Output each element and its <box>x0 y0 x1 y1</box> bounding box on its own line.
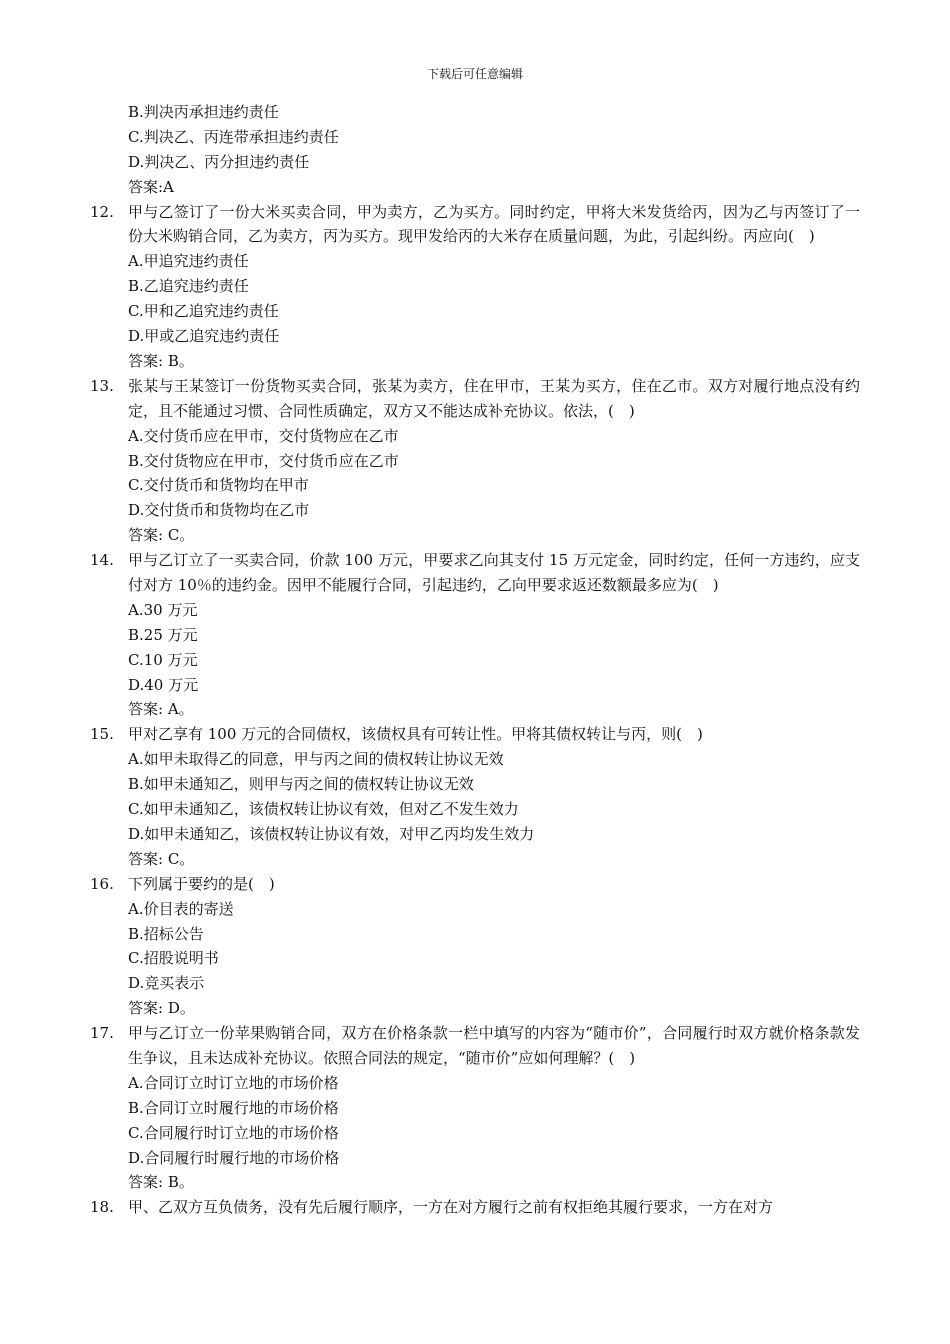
page-header: 下载后可任意编辑 <box>426 67 523 81</box>
question-number: 13. <box>90 376 114 395</box>
answer-line: 答案:A <box>128 177 174 196</box>
option-line: C.10 万元 <box>128 650 198 669</box>
answer-line: 答案: B。 <box>128 351 194 370</box>
question-number: 17. <box>90 1024 114 1043</box>
option-line: B.乙追究违约责任 <box>128 277 249 296</box>
question-number: 14. <box>90 551 114 570</box>
option-line: B.如甲未通知乙，则甲与丙之间的债权转让协议无效 <box>128 775 474 794</box>
answer-line: 答案: D。 <box>128 999 195 1018</box>
option-line: D.40 万元 <box>128 675 199 694</box>
question-text: 甲与乙签订了一份大米买卖合同，甲为卖方，乙为买方。同时约定，甲将大米发货给丙，因为乙与丙签订了一份大米购销合同，乙为卖方，丙为买方。现甲发给丙的大米存在质量问题，为此，引起纠纷。丙应向( ) <box>128 202 860 246</box>
option-line: C.甲和乙追究违约责任 <box>128 302 279 321</box>
question-13 <box>90 374 860 548</box>
question-number: 16. <box>90 874 114 893</box>
option-line: B.25 万元 <box>128 625 198 644</box>
question-text: 甲对乙享有 100 万元的合同债权，该债权具有可转让性。甲将其债权转让与丙，则( ) <box>128 725 703 744</box>
option-line: C.招股说明书 <box>128 949 219 968</box>
answer-line: 答案: A。 <box>128 700 194 719</box>
option-line: B.招标公告 <box>128 924 204 943</box>
question-stem <box>90 722 860 747</box>
option-line: B.判决丙承担违约责任 <box>128 103 279 121</box>
answer-line: 答案: B。 <box>128 1173 194 1192</box>
question-stem <box>90 1021 860 1071</box>
option-line: C.合同履行时订立地的市场价格 <box>128 1123 339 1142</box>
question-12 <box>90 200 860 374</box>
question-stem <box>90 1195 860 1220</box>
question-text: 张某与王某签订一份货物买卖合同，张某为卖方，住在甲市，王某为买方，住在乙市。双方对履行地点没有约定，且不能通过习惯、合同性质确定，双方又不能达成补充协议。依法，( ) <box>128 376 860 420</box>
option-line: A.交付货币应在甲市，交付货物应在乙市 <box>128 426 399 445</box>
option-line: B.合同订立时履行地的市场价格 <box>128 1098 339 1117</box>
question-stem <box>90 872 860 897</box>
document-body <box>90 100 860 1220</box>
option-line: D.如甲未通知乙，该债权转让协议有效，对甲乙丙均发生效力 <box>128 824 535 843</box>
answer-line: 答案: C。 <box>128 849 195 868</box>
option-line: D.合同履行时履行地的市场价格 <box>128 1148 340 1167</box>
question-17 <box>90 1021 860 1195</box>
option-line: A.甲追究违约责任 <box>128 252 249 271</box>
question-stem <box>90 548 860 598</box>
previous-question-tail <box>90 100 860 200</box>
option-line: D.交付货币和货物均在乙市 <box>128 501 310 520</box>
question-number: 12. <box>90 202 114 221</box>
option-line: A.价目表的寄送 <box>128 899 234 918</box>
answer-line: 答案: C。 <box>128 526 195 545</box>
question-16 <box>90 872 860 1021</box>
option-line: C.交付货币和货物均在甲市 <box>128 476 309 495</box>
question-number: 15. <box>90 725 114 744</box>
question-text: 甲与乙订立一份苹果购销合同，双方在价格条款一栏中填写的内容为“随市价”，合同履行时双方就价格条款发生争议，且未达成补充协议。依照合同法的规定，“随市价”应如何理解？( ) <box>128 1024 860 1067</box>
question-18 <box>90 1195 860 1220</box>
option-line: D.甲或乙追究违约责任 <box>128 327 280 346</box>
option-line: C.判决乙、丙连带承担违约责任 <box>128 127 339 146</box>
option-line: C.如甲未通知乙，该债权转让协议有效，但对乙不发生效力 <box>128 800 519 819</box>
question-15 <box>90 722 860 871</box>
question-stem <box>90 200 860 250</box>
question-14 <box>90 548 860 722</box>
option-line: A.合同订立时订立地的市场价格 <box>128 1073 339 1092</box>
question-text: 甲、乙双方互负债务，没有先后履行顺序，一方在对方履行之前有权拒绝其履行要求，一方在对方 <box>128 1198 774 1217</box>
option-line: D.判决乙、丙分担违约责任 <box>128 152 310 171</box>
question-text: 甲与乙订立了一买卖合同，价款 100 万元，甲要求乙向其支付 15 万元定金，同时约定，任何一方违约，应支付对方 10％的违约金。因甲不能履行合同，引起违约，乙向甲要求返还数额最多应为( ) <box>128 551 860 594</box>
option-line: B.交付货物应在甲市，交付货币应在乙市 <box>128 451 399 470</box>
question-number: 18. <box>90 1198 114 1217</box>
question-stem <box>90 374 860 424</box>
option-line: D.竞买表示 <box>128 974 205 993</box>
option-line: A.如甲未取得乙的同意，甲与丙之间的债权转让协议无效 <box>128 750 504 769</box>
option-line: A.30 万元 <box>128 600 198 619</box>
question-text: 下列属于要约的是( ) <box>128 874 275 893</box>
